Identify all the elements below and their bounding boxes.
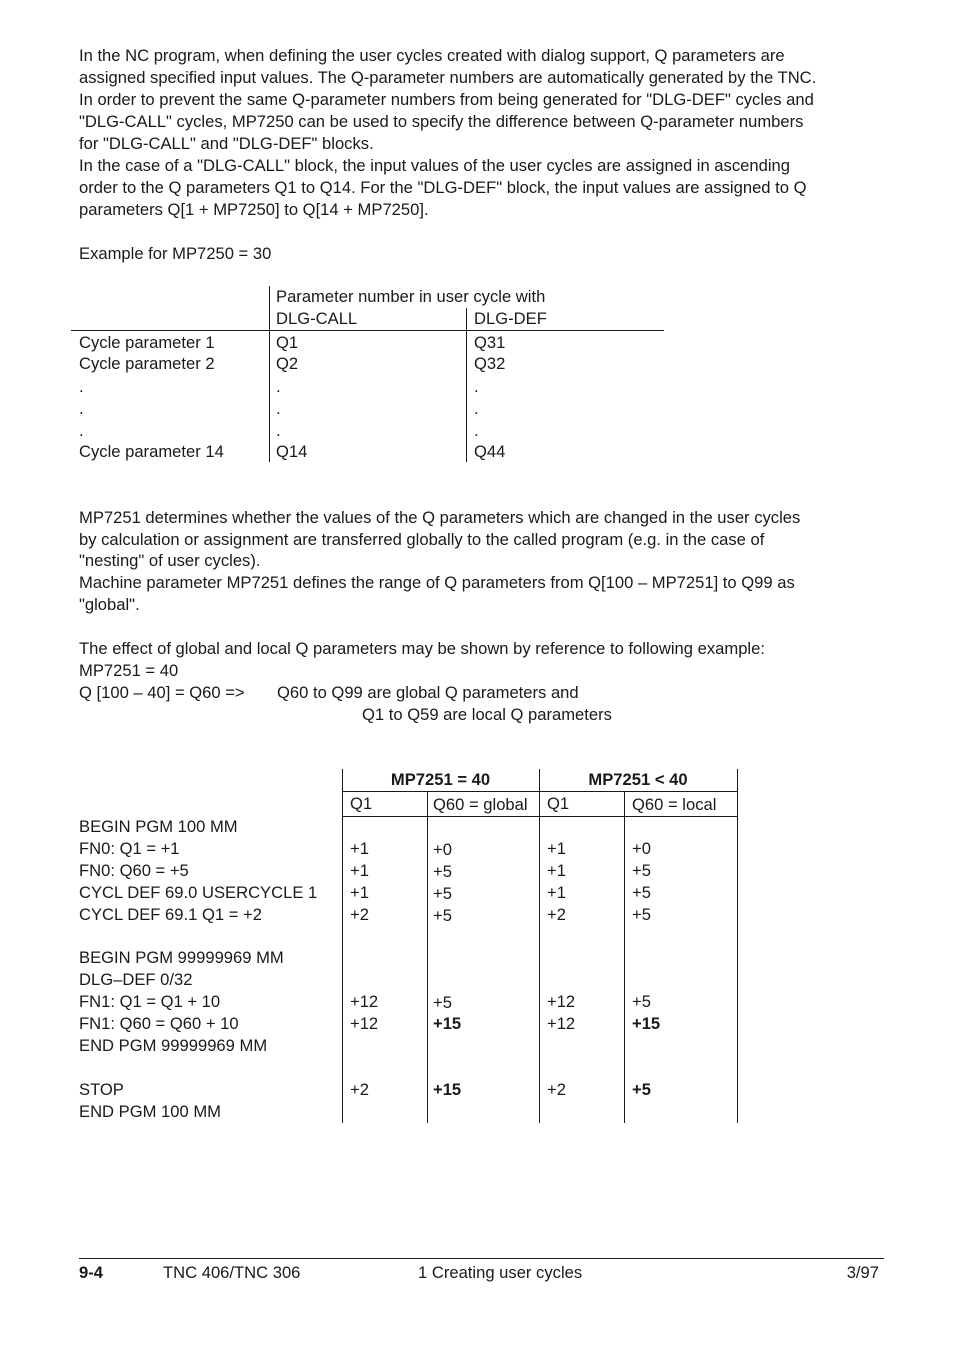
value-cell: +5 xyxy=(433,993,452,1012)
table-divider xyxy=(427,791,428,1123)
row-label: . xyxy=(79,421,84,440)
page-number: 9-4 xyxy=(79,1263,103,1282)
cell-dlg-def: Q44 xyxy=(474,442,506,461)
cell-dlg-def: Q32 xyxy=(474,354,506,373)
row-label: Cycle parameter 2 xyxy=(79,354,215,373)
body-line: MP7251 = 40 xyxy=(79,661,179,680)
group-header-mp7251-eq-40: MP7251 = 40 xyxy=(390,770,491,789)
value-cell: +0 xyxy=(433,840,452,859)
cell-dlg-def: . xyxy=(474,377,479,396)
subheader-q1: Q1 xyxy=(547,794,570,813)
footer-model: TNC 406/TNC 306 xyxy=(163,1263,301,1282)
footer-date: 3/97 xyxy=(846,1263,879,1282)
formula-right: Q60 to Q99 are global Q parameters and xyxy=(277,683,579,702)
value-cell-highlight: +5 xyxy=(632,1080,651,1099)
value-cell: +2 xyxy=(350,1080,369,1099)
intro-line: In the NC program, when defining the user cycles created with dialog support, Q parameters are xyxy=(79,46,785,65)
value-cell: +12 xyxy=(547,992,576,1011)
table-divider xyxy=(342,769,343,1123)
cell-dlg-call: Q2 xyxy=(276,354,299,373)
program-line: CYCL DEF 69.1 Q1 = +2 xyxy=(79,905,262,924)
value-cell: +12 xyxy=(350,992,379,1011)
intro-line: In the case of a "DLG-CALL" block, the input values of the user cycles are assigned in ascending xyxy=(79,156,790,175)
intro-line: for "DLG-CALL" and "DLG-DEF" blocks. xyxy=(79,134,374,153)
table-rule xyxy=(342,816,737,817)
footer-rule xyxy=(79,1258,884,1259)
value-cell: +1 xyxy=(350,861,369,880)
table-divider xyxy=(269,286,270,462)
cell-dlg-def: Q31 xyxy=(474,333,506,352)
body-line: Machine parameter MP7251 defines the range of Q parameters from Q[100 – MP7251] to Q99 as xyxy=(79,573,795,592)
program-line: FN0: Q60 = +5 xyxy=(79,861,189,880)
value-cell: +1 xyxy=(350,839,369,858)
formula-left: Q [100 – 40] = Q60 => xyxy=(79,683,245,702)
intro-line: "DLG-CALL" cycles, MP7250 can be used to specify the difference between Q-parameter numbers xyxy=(79,112,804,131)
table-divider xyxy=(624,791,625,1123)
body-line: "global". xyxy=(79,595,140,614)
table-divider xyxy=(539,769,540,1123)
footer-chapter: 1 Creating user cycles xyxy=(418,1263,583,1282)
formula-right: Q1 to Q59 are local Q parameters xyxy=(362,705,612,724)
program-line: BEGIN PGM 100 MM xyxy=(79,817,238,836)
cell-dlg-call: . xyxy=(276,421,281,440)
value-cell-highlight: +15 xyxy=(433,1014,462,1033)
group-header-mp7251-lt-40: MP7251 < 40 xyxy=(588,770,688,789)
value-cell: +5 xyxy=(632,883,651,902)
program-line: FN0: Q1 = +1 xyxy=(79,839,180,858)
value-cell: +12 xyxy=(547,1014,576,1033)
row-label: Cycle parameter 1 xyxy=(79,333,215,352)
value-cell: +2 xyxy=(547,905,566,924)
value-cell: +5 xyxy=(433,862,452,881)
value-cell: +1 xyxy=(350,883,369,902)
body-line: by calculation or assignment are transferred globally to the called program (e.g. in the case of xyxy=(79,530,765,549)
cell-dlg-def: . xyxy=(474,399,479,418)
value-cell: +5 xyxy=(632,861,651,880)
program-line: FN1: Q60 = Q60 + 10 xyxy=(79,1014,239,1033)
table-rule xyxy=(342,791,737,792)
value-cell-highlight: +15 xyxy=(632,1014,661,1033)
value-cell: +1 xyxy=(547,883,566,902)
table-header: Parameter number in user cycle with xyxy=(276,287,546,306)
row-label: . xyxy=(79,377,84,396)
cell-dlg-call: Q1 xyxy=(276,333,299,352)
value-cell: +2 xyxy=(350,905,369,924)
value-cell: +5 xyxy=(632,992,651,1011)
example-heading: Example for MP7250 = 30 xyxy=(79,244,272,263)
program-line: FN1: Q1 = Q1 + 10 xyxy=(79,992,221,1011)
program-line: CYCL DEF 69.0 USERCYCLE 1 xyxy=(79,883,318,902)
subheader-q60-local: Q60 = local xyxy=(632,795,717,814)
row-label: Cycle parameter 14 xyxy=(79,442,224,461)
body-line: The effect of global and local Q parameters may be shown by reference to following example: xyxy=(79,639,765,658)
cell-dlg-call: . xyxy=(276,399,281,418)
subheader-q60-global: Q60 = global xyxy=(433,795,528,814)
cell-dlg-def: . xyxy=(474,421,479,440)
value-cell: +1 xyxy=(547,839,566,858)
value-cell: +5 xyxy=(433,884,452,903)
program-line: DLG–DEF 0/32 xyxy=(79,970,193,989)
body-line: MP7251 determines whether the values of the Q parameters which are changed in the user cycles xyxy=(79,508,801,527)
value-cell: +12 xyxy=(350,1014,379,1033)
intro-line: In order to prevent the same Q-parameter numbers from being generated for "DLG-DEF" cycles and xyxy=(79,90,814,109)
value-cell: +5 xyxy=(632,905,651,924)
value-cell-highlight: +15 xyxy=(433,1080,462,1099)
table-header-rule xyxy=(71,330,664,331)
intro-line: parameters Q[1 + MP7250] to Q[14 + MP7250]. xyxy=(79,200,429,219)
column-header-dlg-call: DLG-CALL xyxy=(276,309,358,328)
intro-line: order to the Q parameters Q1 to Q14. For the "DLG-DEF" block, the input values are assigned to Q xyxy=(79,178,807,197)
program-line: END PGM 99999969 MM xyxy=(79,1036,268,1055)
row-label: . xyxy=(79,399,84,418)
intro-line: assigned specified input values. The Q-parameter numbers are automatically generated by the TNC. xyxy=(79,68,817,87)
column-header-dlg-def: DLG-DEF xyxy=(474,309,547,328)
value-cell: +1 xyxy=(547,861,566,880)
program-line: BEGIN PGM 99999969 MM xyxy=(79,948,284,967)
value-cell: +2 xyxy=(547,1080,566,1099)
body-line: "nesting" of user cycles). xyxy=(79,551,261,570)
cell-dlg-call: . xyxy=(276,377,281,396)
table-divider xyxy=(466,308,467,462)
value-cell: +5 xyxy=(433,906,452,925)
cell-dlg-call: Q14 xyxy=(276,442,308,461)
program-line: END PGM 100 MM xyxy=(79,1102,221,1121)
value-cell: +0 xyxy=(632,839,651,858)
table-divider xyxy=(737,769,738,1123)
program-line: STOP xyxy=(79,1080,124,1099)
subheader-q1: Q1 xyxy=(350,794,373,813)
